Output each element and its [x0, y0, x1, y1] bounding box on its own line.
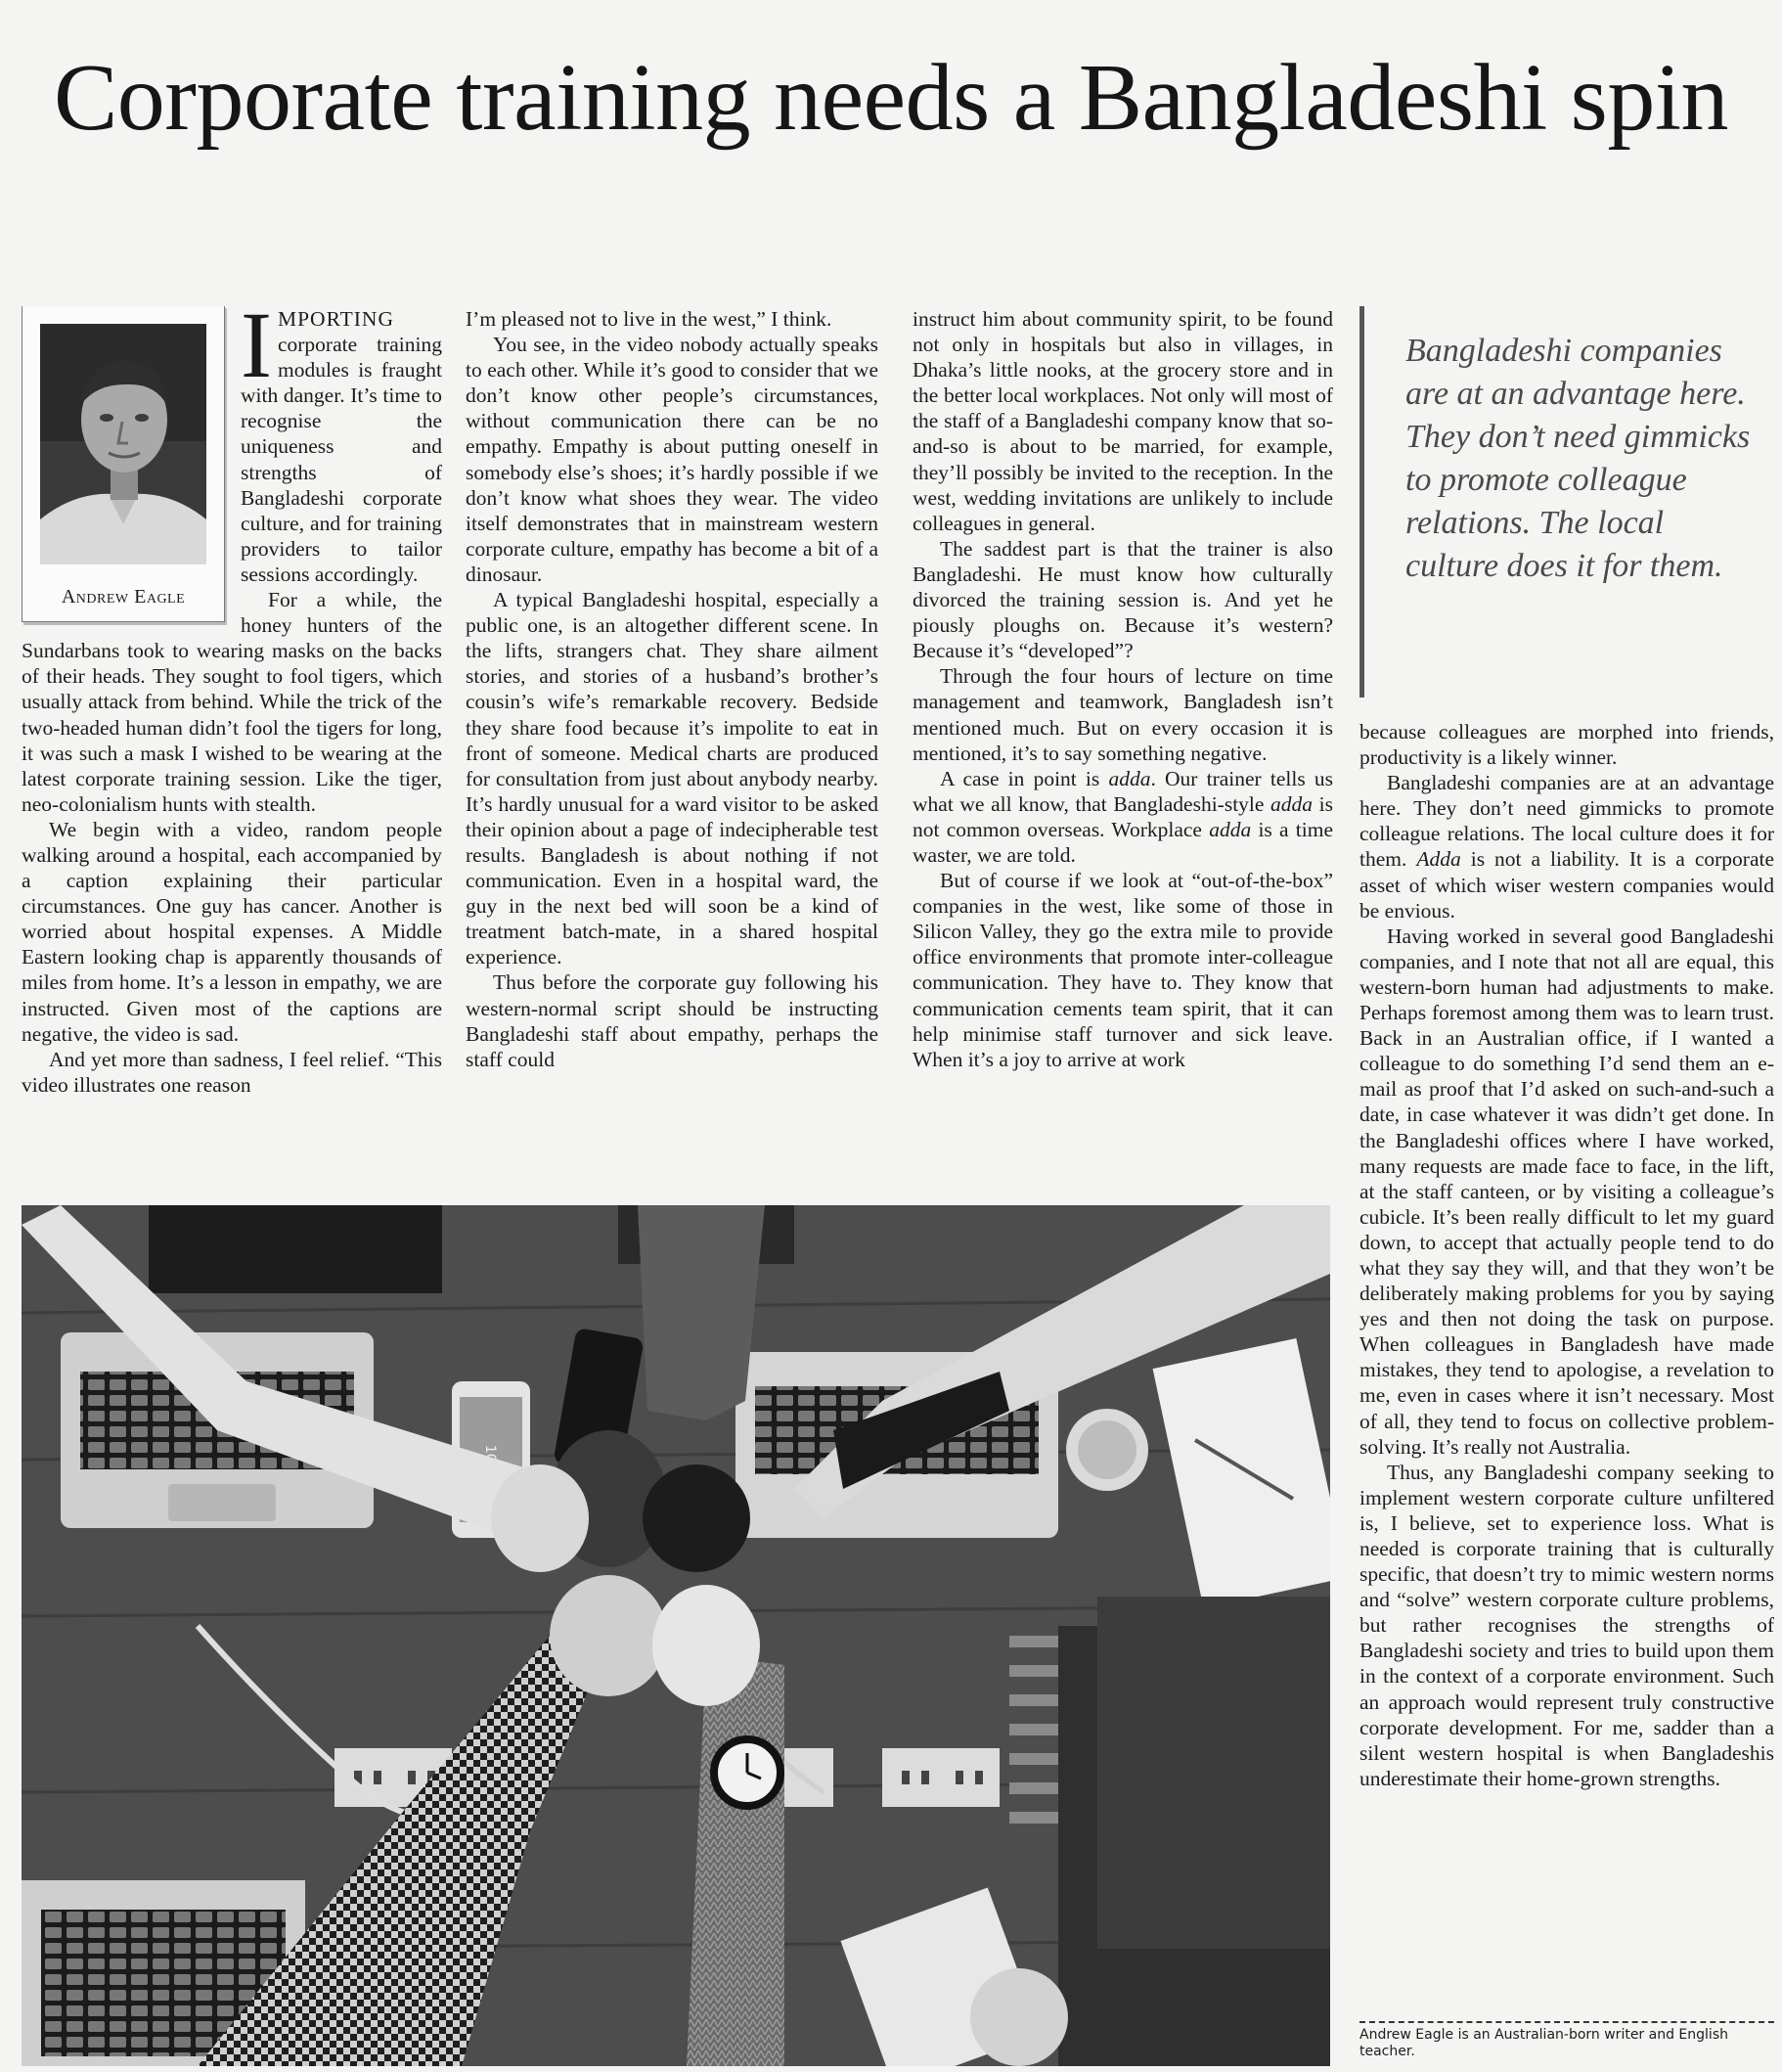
- paragraph: I’m pleased not to live in the west,” I think.: [466, 307, 832, 331]
- author-name: Andrew Eagle: [61, 586, 186, 608]
- pull-quote-text: Bangladeshi companies are at an advantage here. They don’t need gimmicks to promote colleague relations. The local culture does it for them.: [1405, 333, 1751, 584]
- headline: Corporate training needs a Bangladeshi spin: [53, 45, 1729, 151]
- paragraph: We begin with a video, random people walking around a hospital, each accompanied by a caption explaining their particular circumstances. One guy has cancer. Another is worried about hospital expenses. A Middle Eastern looking chap is apparently thousands of miles from home. It’s a lesson in empathy, we are instructed. Given most of the captions are negative, the video is sad.: [22, 817, 442, 1046]
- article-column-3: [913, 306, 1333, 1180]
- paragraph: Bangladeshi companies are at an advantage here. They don’t need gimmicks to promote colleague relations. The local culture does it for them. Adda is not a liability. It is a corporate asset of which wiser western companies would be envious.: [1359, 771, 1774, 923]
- paragraph: You see, in the video nobody actually speaks to each other. While it’s good to consider that we don’t know other people’s circumstances, without communication there can be no empathy. Empathy is about putting oneself in somebody else’s shoes; it’s hardly possible if we don’t know what shoes they wear. The video itself demonstrates that in mainstream western corporate culture, empathy has become a bit of a dinosaur.: [466, 333, 878, 586]
- article-column-2: [466, 306, 878, 1180]
- teamwork-photo: [22, 1205, 1330, 2066]
- paragraph: A typical Bangladeshi hospital, especially a public one, is an altogether different scene. In the lifts, strangers chat. They share ailment stories, and stories of a husband’s brother’s cousin’s wife’s remarkable recovery. Bedside they share food because it’s impolite to eat in front of someone. Medical charts are produced for consultation from just about anybody nearby. It’s hardly unusual for a ward visitor to be asked their opinion about a page of indecipherable test results. Bangladesh is about nothing if not communication. Even in a hospital ward, the guy in the next bed will soon be a kind of treatment batch-mate, in a shared hospital experience.: [466, 588, 878, 969]
- paragraph: For a while, the honey hunters of the Sundarbans took to wearing masks on the backs of their heads. They sought to fool tigers, which usually attack from behind. While the trick of the two-headed human didn’t fool the tigers for long, it was such a mask I wished to be wearing at the latest corporate training session. Like the tiger, neo-colonialism hunts with stealth.: [22, 588, 442, 816]
- paragraph: Thus before the corporate guy following his western-normal script should be instructing Bangladeshi staff about empathy, perhaps the staff could: [466, 970, 878, 1071]
- paragraph: instruct him about community spirit, to be found not only in hospitals but also in villages, in Dhaka’s little nooks, at the grocery store and in the better local workplaces. Not only will most of the staff of a Bangladeshi company know that so-and-so is about to be married, for example, they’ll possibly be invited to the reception. In the west, wedding invitations are unlikely to include colleagues in general.: [913, 307, 1333, 535]
- paragraph: because colleagues are morphed into friends, productivity is a likely winner.: [1359, 720, 1774, 770]
- paragraph: But of course if we look at “out-of-the-box” companies in the west, like some of those in Silicon Valley, they go the extra mile to provide office environments that promote inter-colleague communication. They have to. They know that communication cements team spirit, that it can help minimise staff turnover and sick leave. When it’s a joy to arrive at work: [913, 869, 1333, 1071]
- paragraph: A case in point is adda. Our trainer tells us what we all know, that Bangladeshi-style adda is not common overseas. Workplace adda is a time waster, we are told.: [913, 766, 1333, 867]
- paragraph: Thus, any Bangladeshi company seeking to implement western corporate culture unfiltered is, I believe, set to experience loss. What is needed is corporate training that is culturally specific, that doesn’t try to mimic western norms and “solve” western corporate culture problems, but rather recognises the strengths of Bangladeshi society and tries to build upon them in the context of a corporate environment. Such an approach would represent truly constructive corporate development. For me, sadder than a silent western hospital is when Bangladeshis underestimate their home-grown strengths.: [1359, 1460, 1774, 1790]
- paragraph: And yet more than sadness, I feel relief. “This video illustrates one reason: [22, 1047, 442, 1097]
- author-byline-box: [22, 306, 225, 622]
- paragraph: The saddest part is that the trainer is also Bangladeshi. He must know how culturally divorced the training session is. And yet he piously ploughs on. Because it’s western? Because it’s “developed”?: [913, 536, 1333, 663]
- footer-divider: [1359, 2021, 1774, 2023]
- paragraph: Through the four hours of lecture on time management and teamwork, Bangladesh isn’t mentioned much. But on every occasion it is mentioned, it’s to say something negative.: [913, 664, 1333, 765]
- lead-word: MPORTING: [277, 307, 394, 331]
- article-column-1: [22, 306, 442, 1180]
- lead-text: corporate training modules is fraught with danger. It’s time to recognise the uniqueness and strengths of Bangladeshi corporate culture, and for training providers to tailor sessions accordingly.: [241, 333, 442, 586]
- drop-cap: I: [241, 306, 272, 397]
- pull-quote: [1359, 306, 1760, 698]
- author-note: Andrew Eagle is an Australian-born writer and English teacher.: [1359, 2027, 1728, 2059]
- article-column-4: [1359, 719, 1774, 2015]
- paragraph: Having worked in several good Bangladeshi companies, and I note that not all are equal, this western-born human had adjustments to make. Perhaps foremost among them was to learn trust. Back in an Australian office, if I wanted a colleague to do something I’d send them an e-mail as proof that I’d asked on such-and-such a date, in case whatever it was didn’t get done. In the Bangladeshi offices where I have worked, many requests are made face to face, in the lift, at the staff canteen, or by visiting a colleague’s cubicle. It’s been really difficult to let my guard down, to accept that actually people tend to do what they say they will, and that they won’t be deliberately making problems for you by saying yes and then not doing the task on purpose. When colleagues in Bangladesh have made mistakes, they tend to apologise, a revelation to me, even in cases where it isn’t necessary. Most of all, they tend to focus on collective problem-solving. It’s really not Australia.: [1359, 923, 1774, 1459]
- author-photo: [40, 324, 206, 564]
